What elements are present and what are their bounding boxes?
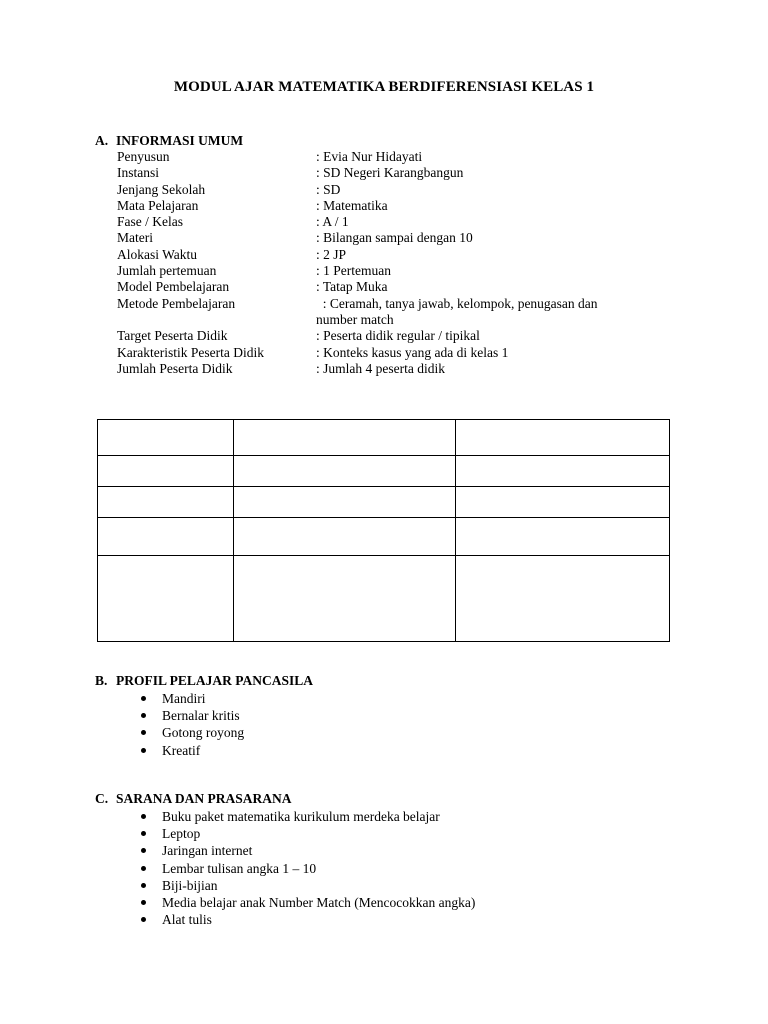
info-row-jumlah-peserta-didik <box>117 361 677 377</box>
info-key: Mata Pelajaran <box>117 197 199 213</box>
table-cell <box>456 487 670 518</box>
info-key: Jenjang Sekolah <box>117 181 206 197</box>
info-value: : SD Negeri Karangbangun <box>316 165 464 181</box>
table-cell <box>456 518 670 556</box>
info-value: : 2 JP <box>316 246 347 262</box>
bullet-icon <box>141 730 146 735</box>
table-row <box>98 456 670 487</box>
list-item-label: Jaringan internet <box>162 843 253 859</box>
info-value: : Peserta didik regular / tipikal <box>316 328 480 344</box>
section-a-letter: A. <box>95 133 109 148</box>
bullet-icon <box>141 848 146 853</box>
table-row <box>98 487 670 518</box>
info-row-karakteristik-peserta-didik <box>117 345 677 361</box>
info-key: Karakteristik Peserta Didik <box>117 344 264 360</box>
section-a-title: INFORMASI UMUM <box>116 133 244 148</box>
table-row <box>98 556 670 642</box>
table-cell <box>98 518 234 556</box>
bullet-icon <box>141 713 146 718</box>
info-value: : Konteks kasus yang ada di kelas 1 <box>316 344 509 360</box>
info-value: : Bilangan sampai dengan 10 <box>316 230 473 246</box>
bullet-icon <box>141 917 146 922</box>
list-item-label: Bernalar kritis <box>162 708 240 724</box>
section-c-heading <box>95 791 292 807</box>
info-row-jumlah-pertemuan <box>117 263 677 279</box>
info-key: Jumlah Peserta Didik <box>117 360 233 376</box>
list-item-label: Gotong royong <box>162 725 245 741</box>
list-item <box>141 860 475 877</box>
list-item <box>141 707 244 724</box>
table-cell <box>234 556 456 642</box>
table-cell <box>456 456 670 487</box>
bullet-icon <box>141 748 146 753</box>
table-cell <box>98 456 234 487</box>
table-cell <box>456 556 670 642</box>
info-key: Materi <box>117 230 153 246</box>
general-info-list <box>117 149 677 377</box>
info-row-mata-pelajaran <box>117 198 677 214</box>
section-c-title: SARANA DAN PRASARANA <box>116 791 292 806</box>
table-cell <box>234 518 456 556</box>
info-row-model-pembelajaran <box>117 279 677 295</box>
blank-table <box>97 419 670 642</box>
info-key: Penyusun <box>117 149 170 164</box>
info-row-fase-kelas <box>117 214 677 230</box>
info-value: : Evia Nur Hidayati <box>316 149 423 164</box>
info-key: Instansi <box>117 165 159 181</box>
section-b-title: PROFIL PELAJAR PANCASILA <box>116 673 314 688</box>
info-key: Model Pembelajaran <box>117 279 230 295</box>
list-item-label: Biji-bijian <box>162 877 218 893</box>
info-key: Target Peserta Didik <box>117 328 228 344</box>
list-item-label: Mandiri <box>162 691 206 706</box>
sarana-prasarana-list <box>141 808 475 928</box>
info-value: : Tatap Muka <box>316 279 388 295</box>
bullet-icon <box>141 814 146 819</box>
table-cell <box>98 556 234 642</box>
table-cell <box>234 456 456 487</box>
bullet-icon <box>141 831 146 836</box>
section-b-heading <box>95 673 313 689</box>
list-item <box>141 724 244 741</box>
section-c-letter: C. <box>95 791 109 806</box>
profil-pelajar-list <box>141 690 244 759</box>
info-row-alokasi-waktu <box>117 247 677 263</box>
table-cell <box>98 487 234 518</box>
table-cell <box>456 420 670 456</box>
bullet-icon <box>141 696 146 701</box>
list-item <box>141 911 475 928</box>
list-item <box>141 842 475 859</box>
list-item <box>141 877 475 894</box>
info-row-materi <box>117 230 677 246</box>
list-item-label: Lembar tulisan angka 1 – 10 <box>162 860 317 876</box>
table-cell <box>234 487 456 518</box>
info-value: : Matematika <box>316 197 388 213</box>
list-item-label: Leptop <box>162 826 201 842</box>
list-item <box>141 742 244 759</box>
info-row-metode-pembelajaran <box>117 296 677 329</box>
info-value: : Ceramah, tanya jawab, kelompok, penugasan dan number match <box>316 295 601 327</box>
table-cell <box>234 420 456 456</box>
bullet-icon <box>141 900 146 905</box>
table-row <box>98 518 670 556</box>
info-row-target-peserta-didik <box>117 328 677 344</box>
info-key: Alokasi Waktu <box>117 246 198 262</box>
info-row-jenjang-sekolah <box>117 182 677 198</box>
list-item <box>141 894 475 911</box>
list-item <box>141 808 475 825</box>
info-row-penyusun <box>117 149 677 165</box>
list-item-label: Kreatif <box>162 742 201 758</box>
info-value: : SD <box>316 181 341 197</box>
info-value: : Jumlah 4 peserta didik <box>316 360 445 376</box>
section-b-letter: B. <box>95 673 108 688</box>
info-value: : 1 Pertemuan <box>316 263 391 279</box>
info-key: Metode Pembelajaran <box>117 295 236 311</box>
table-row <box>98 420 670 456</box>
document-title: MODUL AJAR MATEMATIKA BERDIFERENSIASI KELAS 1 <box>173 79 595 95</box>
list-item <box>141 690 244 707</box>
info-key: Jumlah pertemuan <box>117 263 217 279</box>
list-item <box>141 825 475 842</box>
table-cell <box>98 420 234 456</box>
section-a-heading <box>95 133 243 149</box>
bullet-icon <box>141 883 146 888</box>
list-item-label: Media belajar anak Number Match (Mencocokkan angka) <box>162 894 476 910</box>
bullet-icon <box>141 866 146 871</box>
info-value: : A / 1 <box>316 214 349 230</box>
info-key: Fase / Kelas <box>117 214 183 230</box>
info-row-instansi <box>117 165 677 181</box>
list-item-label: Buku paket matematika kurikulum merdeka belajar <box>162 809 440 824</box>
list-item-label: Alat tulis <box>162 912 212 928</box>
